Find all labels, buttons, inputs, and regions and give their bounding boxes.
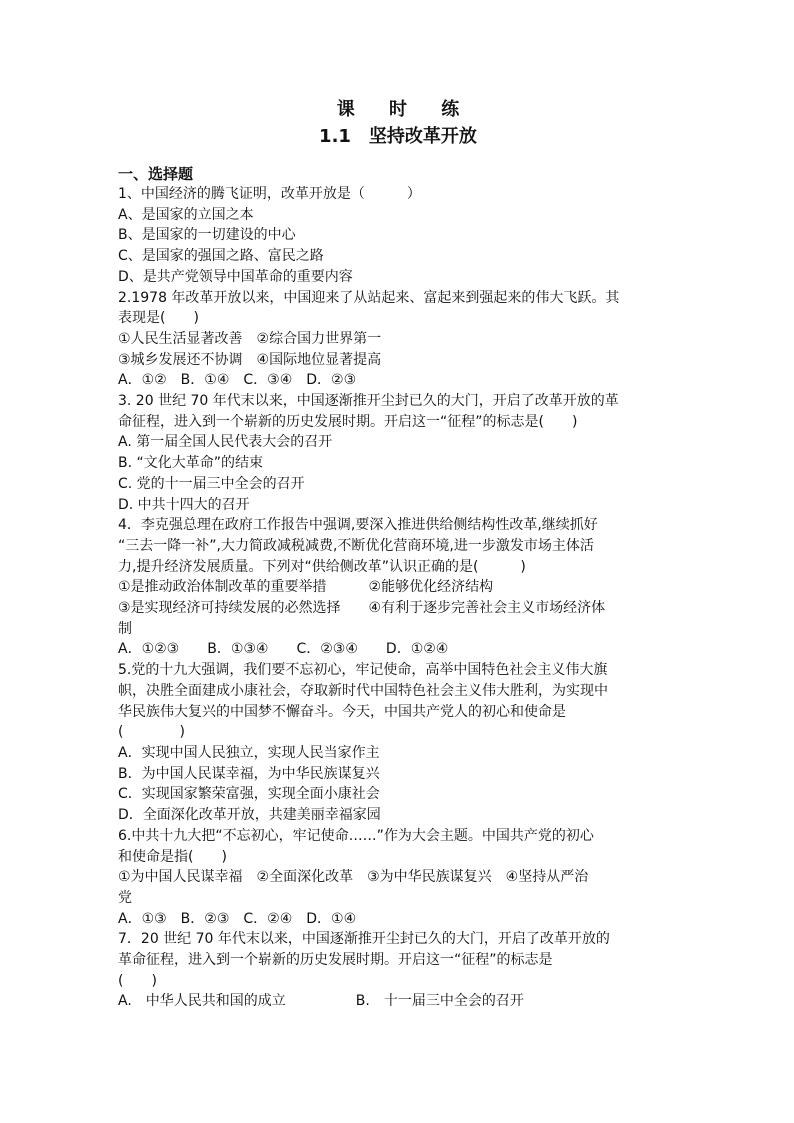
text-line: C. 党的十一届三中全会的召开 [118,475,305,492]
text-line: D. 中共十四大的召开 [118,496,250,513]
text-line: 命征程，进入到一个崭新的历史发展时期。开启这一“征程”的标志是( ) [118,413,578,430]
text-line: 4．李克强总理在政府工作报告中强调,要深入推进供给侧结构性改革,继续抓好 [118,517,598,534]
page-title: 课 时 练 [336,99,474,120]
section-heading: 一、选择题 [118,165,194,183]
text-line: 华民族伟大复兴的中国梦不懈奋斗。今天，中国共产党人的初心和使命是 [118,703,566,720]
text-line: ( ) [118,724,185,741]
text-line: 力,提升经济发展质量。下列对“供给侧改革”认识正确的是( ) [118,558,526,575]
text-line: ①是推动政治体制改革的重要举措 ②能够优化经济结构 [118,579,494,596]
text-line: C、是国家的强国之路、富民之路 [118,248,324,265]
text-line: ①为中国人民谋幸福 ②全面深化改革 ③为中华民族谋复兴 ④坚持从严治 [118,869,589,886]
text-line: 革命征程，进入到一个崭新的历史发展时期。开启这一“征程”的标志是 [118,952,553,969]
text-line: “三去一降一补”,大力简政减税减费,不断优化营商环境,进一步激发市场主体活 [118,537,594,554]
text-line: 5.党的十九大强调，我们要不忘初心，牢记使命，高举中国特色社会主义伟大旗 [118,662,608,679]
text-line: 和使命是指( ) [118,848,227,865]
text-line: D．全面深化改革开放，共建美丽幸福家园 [118,807,381,824]
text-line: 3. 20 世纪 70 年代末以来，中国逐渐推开尘封已久的大门，开启了改革开放的革 [118,393,619,410]
text-line: B. “文化大革命”的结束 [118,455,264,472]
lesson-title: 1.1 坚持改革开放 [319,126,477,147]
text-line: 制 [118,620,132,637]
text-line: 帜，决胜全面建成小康社会，夺取新时代中国特色社会主义伟大胜利，为实现中 [118,682,608,699]
document-page [118,98,678,1012]
text-line: A. 中华人民共和国的成立 B. 十一届三中全会的召开 [118,993,524,1010]
text-line: A．①②③ B．①③④ C．②③④ D．①②④ [118,641,449,658]
text-line: 6.中共十九大把“不忘初心，牢记使命……”作为大会主题。中国共产党的初心 [118,827,594,844]
text-line: A、是国家的立国之本 [118,206,254,223]
text-line: ③城乡发展还不协调 ④国际地位显著提高 [118,351,382,368]
text-line: 2.1978 年改革开放以来，中国迎来了从站起来、富起来到强起来的伟大飞跃。其 [118,289,620,306]
text-line: B．为中国人民谋幸福，为中华民族谋复兴 [118,765,380,782]
text-line: 表现是( ) [118,310,199,327]
question-list [118,184,678,1012]
text-line: A. 第一届全国人民代表大会的召开 [118,434,333,451]
text-line: A．①② B．①④ C．③④ D．②③ [118,372,357,389]
text-line: 1、中国经济的腾飞证明，改革开放是（ ） [118,186,421,202]
text-line: ③是实现经济可持续发展的必然选择 ④有利于逐步完善社会主义市场经济体 [118,600,606,617]
text-line: 党 [118,889,132,906]
text-line: ①人民生活显著改善 ②综合国力世界第一 [118,330,382,347]
text-line: C．实现国家繁荣富强，实现全面小康社会 [118,786,380,803]
text-line: 7．20 世纪 70 年代末以来，中国逐渐推开尘封已久的大门，开启了改革开放的 [118,931,610,948]
text-line: A．①③ B．②③ C．②④ D．①④ [118,910,357,927]
text-line: B、是国家的一切建设的中心 [118,227,296,244]
text-line: A．实现中国人民独立，实现人民当家作主 [118,744,380,761]
text-line: ( ) [118,972,157,989]
text-line: D、是共产党领导中国革命的重要内容 [118,268,353,285]
